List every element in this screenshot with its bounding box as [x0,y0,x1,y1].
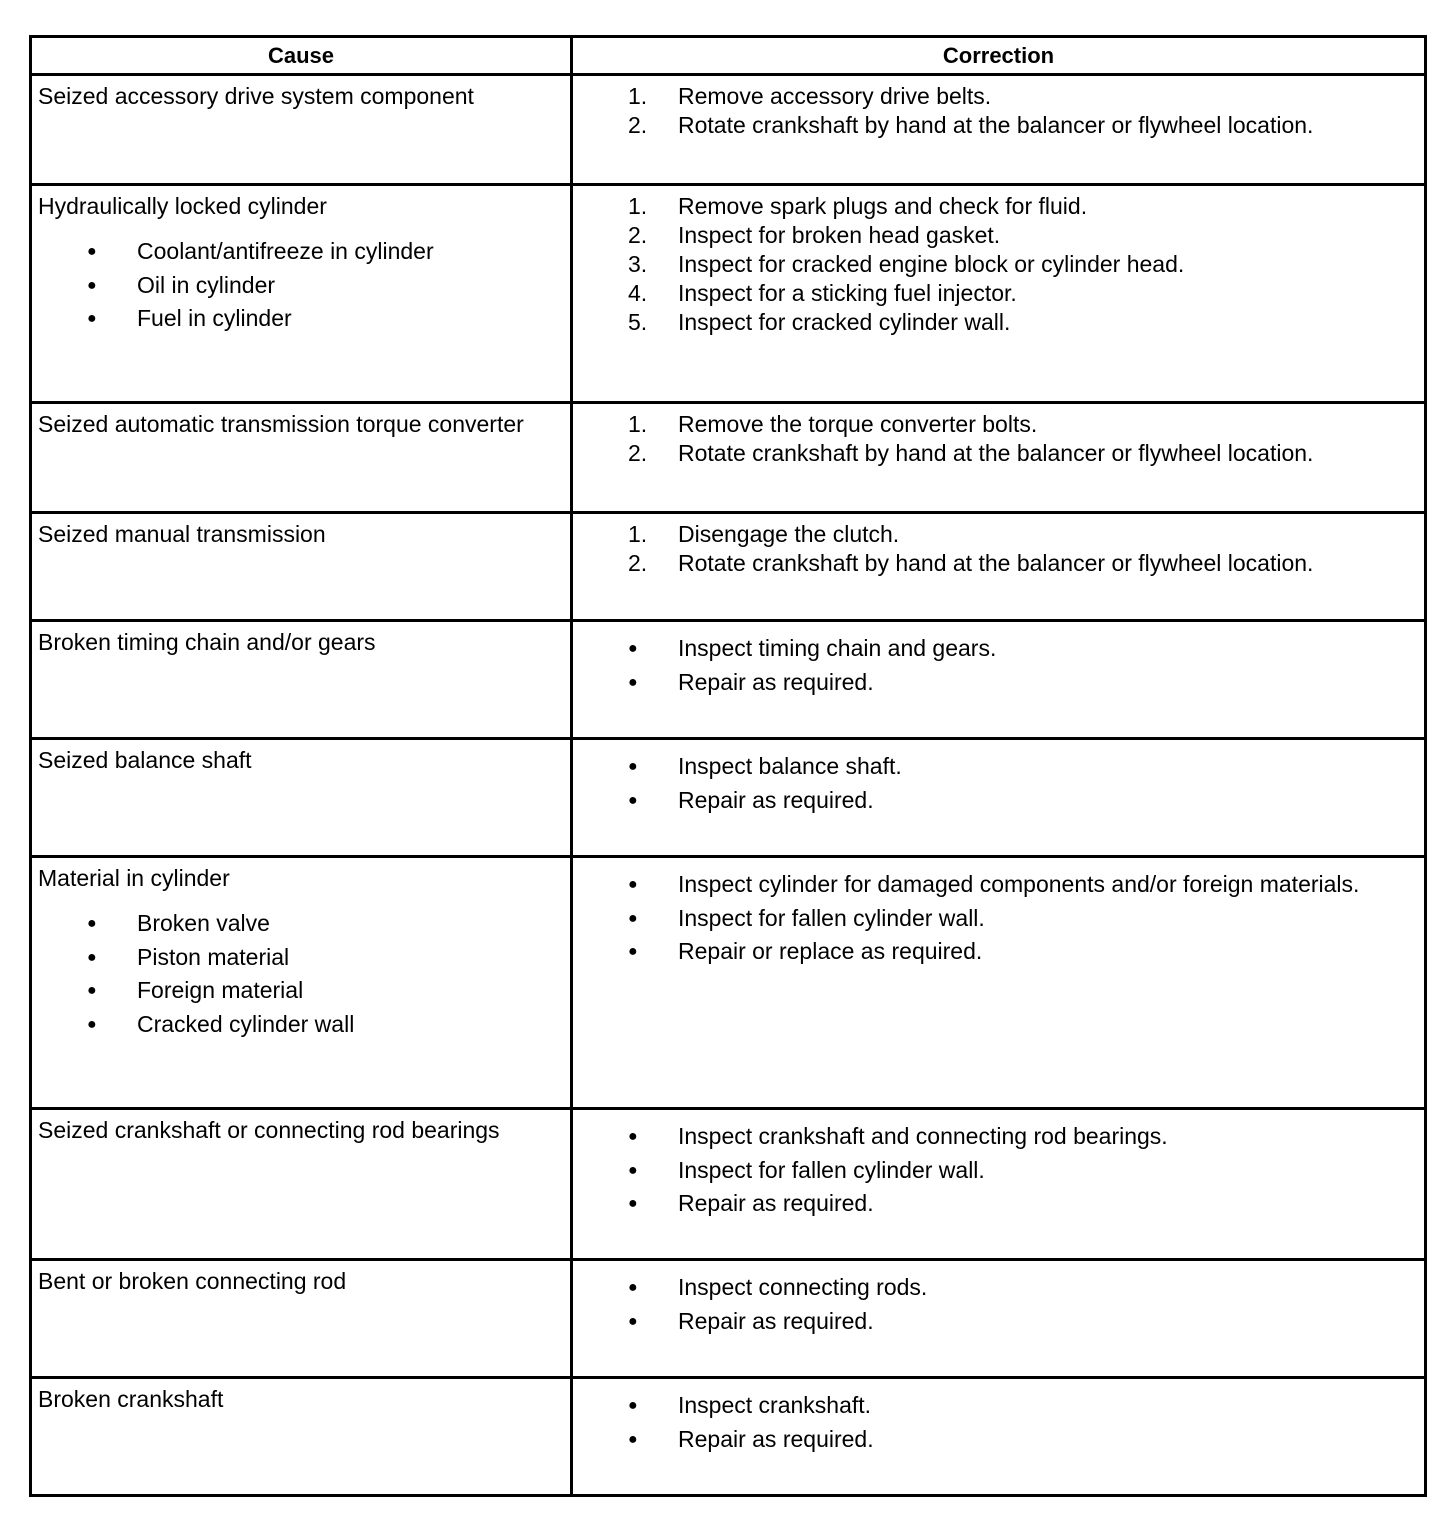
cause-text: Broken timing chain and/or gears [38,629,376,655]
correction-item [573,632,1424,666]
cause-text: Bent or broken connecting rod [38,1268,347,1294]
correction-list [573,1379,1424,1456]
cause-cell [31,857,572,1109]
correction-item [573,1423,1424,1457]
correction-item [573,192,1424,221]
table-row [31,739,1426,857]
cause-cell [31,1260,572,1378]
bullet-icon: ● [628,943,638,960]
cause-text: Seized automatic transmission torque converter [38,411,524,437]
correction-text: Inspect crankshaft and connecting rod bearings. [678,1123,1168,1149]
bullet-icon: ● [628,909,638,927]
bullet-icon: ● [628,673,638,691]
cause-cell [31,1109,572,1260]
correction-item [573,1187,1424,1221]
step-number: 2. [628,550,648,576]
cause-subitem [32,302,570,336]
cause-text: Hydraulically locked cylinder [38,193,327,219]
cause-subitem [32,1008,570,1042]
bullet-icon: ● [628,1312,638,1330]
cause-text: Seized manual transmission [38,521,326,547]
correction-item [573,1305,1424,1339]
correction-item [573,666,1424,700]
bullet-icon: ● [628,1397,638,1414]
table-row [31,403,1426,513]
bullet-icon: ● [628,1430,638,1448]
correction-text: Remove the torque converter bolts. [678,411,1038,437]
correction-cell [572,1109,1426,1260]
bullet-icon: ● [628,758,638,775]
step-number: 1. [628,83,648,109]
cause-subitem [32,941,570,975]
correction-item [573,784,1424,818]
correction-text: Rotate crankshaft by hand at the balancer or flywheel location. [678,440,1314,466]
cause-cell [31,75,572,185]
step-number: 2. [628,440,648,466]
bullet-icon: ● [628,1195,638,1212]
bullet-icon: ● [87,310,97,327]
correction-text: Disengage the clutch. [678,521,900,547]
correction-text: Repair as required. [678,1425,874,1452]
cause-sublist [32,907,570,1041]
header-correction: Correction [572,37,1426,75]
correction-text: Inspect cylinder for damaged components and/or foreign materials. [678,871,1360,897]
step-number: 2. [628,222,648,248]
bullet-icon: ● [628,640,638,657]
correction-item [573,868,1424,902]
table-row [31,1109,1426,1260]
correction-list [573,740,1424,817]
cause-subitem-text: Piston material [137,943,290,970]
cause-text: Seized crankshaft or connecting rod bearings [38,1117,500,1143]
correction-item [573,250,1424,279]
correction-text: Repair as required. [678,1190,874,1216]
cause-cell [31,403,572,513]
correction-cell [572,75,1426,185]
cause-text: Material in cylinder [38,865,230,891]
correction-item [573,439,1424,468]
bullet-icon: ● [87,948,97,966]
step-number: 1. [628,411,648,437]
correction-item [573,549,1424,578]
correction-text: Repair as required. [678,1307,874,1334]
step-number: 4. [628,280,648,306]
cause-subitem [32,269,570,303]
cause-subitem [32,974,570,1008]
bullet-icon: ● [87,276,97,294]
correction-text: Inspect for broken head gasket. [678,222,1001,248]
table-row [31,513,1426,621]
correction-text: Repair as required. [678,786,874,813]
correction-cell [572,739,1426,857]
correction-text: Repair as required. [678,668,874,695]
bullet-icon: ● [87,1015,97,1033]
correction-item [573,82,1424,111]
cause-cell [31,513,572,621]
cause-subitem-text: Cracked cylinder wall [137,1010,355,1037]
table-row [31,1260,1426,1378]
correction-list [573,514,1424,578]
correction-text: Rotate crankshaft by hand at the balancer or flywheel location. [678,550,1314,576]
correction-cell [572,403,1426,513]
correction-item [573,410,1424,439]
correction-cell [572,1378,1426,1496]
correction-list [573,1261,1424,1338]
correction-item [573,1389,1424,1423]
correction-item [573,750,1424,784]
cause-subitem-text: Foreign material [137,977,304,1003]
correction-list [573,404,1424,468]
cause-text: Seized accessory drive system component [38,83,474,109]
table-row [31,857,1426,1109]
cause-text: Broken crankshaft [38,1386,224,1412]
correction-text: Repair or replace as required. [678,938,983,964]
correction-text: Inspect balance shaft. [678,753,902,779]
correction-text: Remove accessory drive belts. [678,83,992,109]
correction-item [573,935,1424,969]
table-row [31,1378,1426,1496]
cause-subitem-text: Coolant/antifreeze in cylinder [137,238,434,264]
bullet-icon: ● [87,982,97,999]
correction-text: Rotate crankshaft by hand at the balancer or flywheel location. [678,112,1314,138]
step-number: 1. [628,193,648,219]
header-row [31,37,1426,75]
correction-cell [572,857,1426,1109]
correction-text: Inspect for a sticking fuel injector. [678,280,1017,306]
correction-text: Inspect for cracked engine block or cylinder head. [678,251,1185,277]
bullet-icon: ● [628,876,638,893]
cause-sublist [32,235,570,336]
correction-item [573,1120,1424,1154]
cause-subitem [32,235,570,269]
correction-text: Inspect for fallen cylinder wall. [678,904,985,931]
step-number: 3. [628,251,648,277]
cause-text: Seized balance shaft [38,747,252,773]
correction-item [573,520,1424,549]
correction-item [573,902,1424,936]
correction-item [573,279,1424,308]
cause-cell [31,739,572,857]
correction-text: Inspect for cracked cylinder wall. [678,309,1011,335]
bullet-icon: ● [628,1128,638,1145]
cause-subitem-text: Oil in cylinder [137,271,276,298]
correction-list [573,858,1424,969]
table-row [31,621,1426,739]
step-number: 2. [628,112,648,138]
cause-subitem-text: Broken valve [137,910,270,936]
step-number: 5. [628,309,648,335]
correction-text: Inspect connecting rods. [678,1274,928,1300]
correction-text: Remove spark plugs and check for fluid. [678,193,1088,219]
correction-item [573,111,1424,140]
correction-list [573,1110,1424,1221]
correction-item [573,1154,1424,1188]
table-row [31,185,1426,403]
correction-cell [572,185,1426,403]
correction-item [573,308,1424,337]
correction-text: Inspect crankshaft. [678,1392,872,1418]
cause-subitem-text: Fuel in cylinder [137,305,292,331]
header-cause: Cause [31,37,572,75]
cause-cell [31,185,572,403]
cause-cell [31,1378,572,1496]
correction-text: Inspect for fallen cylinder wall. [678,1156,985,1183]
cause-cell [31,621,572,739]
table-row [31,75,1426,185]
bullet-icon: ● [87,915,97,932]
correction-cell [572,513,1426,621]
bullet-icon: ● [628,791,638,809]
bullet-icon: ● [628,1161,638,1179]
step-number: 1. [628,521,648,547]
bullet-icon: ● [87,243,97,260]
correction-item [573,1271,1424,1305]
diagnostic-table [29,35,1427,1497]
correction-list [573,622,1424,699]
correction-list [573,76,1424,140]
correction-item [573,221,1424,250]
correction-list [573,186,1424,337]
correction-cell [572,1260,1426,1378]
correction-text: Inspect timing chain and gears. [678,635,997,661]
bullet-icon: ● [628,1279,638,1296]
cause-subitem [32,907,570,941]
table-body [31,75,1426,1496]
correction-cell [572,621,1426,739]
